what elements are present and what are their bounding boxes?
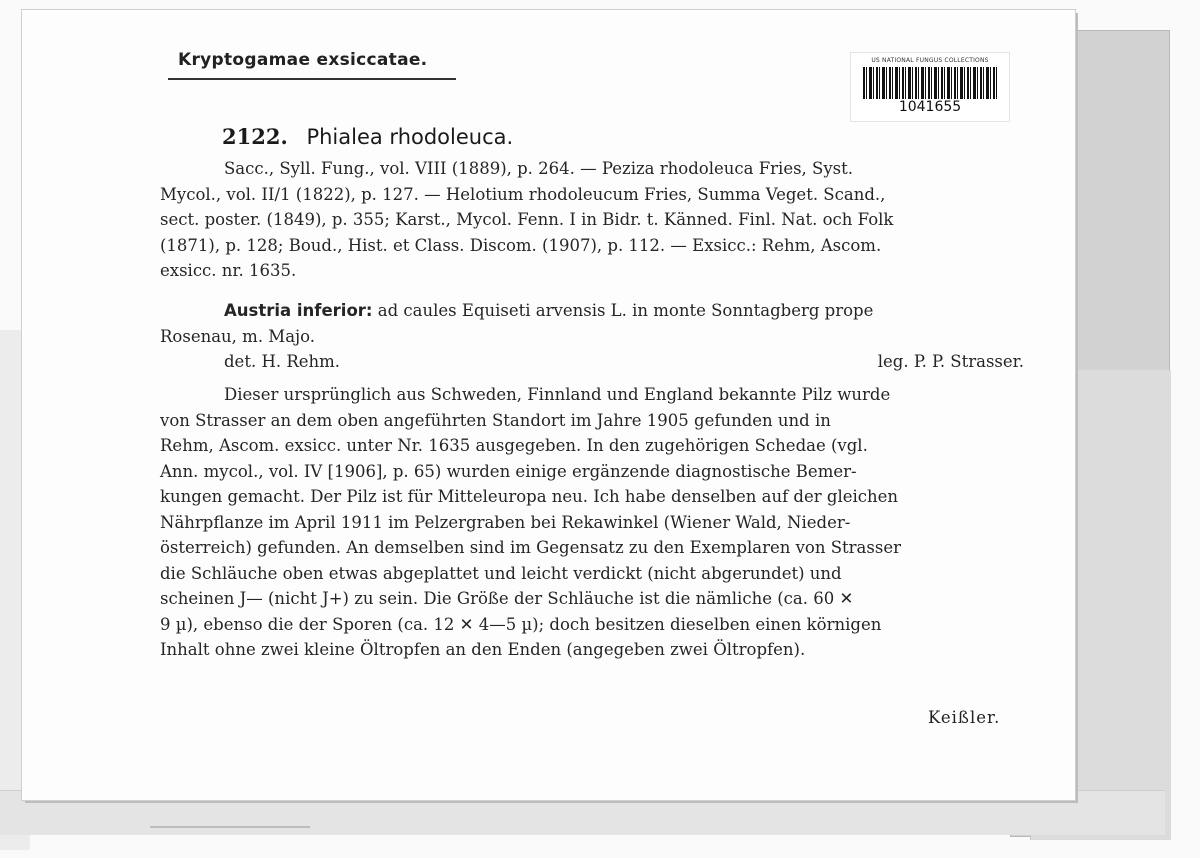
author-signature: Keißler. — [928, 708, 1001, 727]
references-block — [160, 156, 1040, 284]
note-line: Dieser ursprünglich aus Schweden, Finnland und England bekannte Pilz wurde — [224, 385, 891, 404]
species-name: Phialea rhodoleuca. — [306, 125, 514, 149]
note-line: von Strasser an dem oben angeführten Standort im Jahre 1905 gefunden und in — [160, 410, 831, 430]
reference-line: Mycol., vol. II/1 (1822), p. 127. — Helotium rhodoleucum Fries, Summa Veget. Scand., — [160, 184, 886, 204]
collector: leg. P. P. Strasser. — [877, 352, 1024, 371]
barcode-icon — [863, 67, 997, 99]
note-line: Rehm, Ascom. exsicc. unter Nr. 1635 ausgegeben. In den zugehörigen Schedae (vgl. — [160, 436, 868, 455]
locality-block — [160, 298, 1040, 375]
note-line: kungen gemacht. Der Pilz ist für Mitteleuropa neu. Ich habe denselben auf der gleichen — [160, 487, 899, 506]
note-line: Inhalt ohne zwei kleine Öltropfen an den Enden (angegeben zwei Öltropfen). — [160, 640, 806, 659]
note-line: 9 µ), ebenso die der Sporen (ca. 12 ✕ 4—5 µ); doch besitzen dieselben einen körnigen — [160, 614, 882, 634]
note-line: scheinen J— (nicht J+) zu sein. Die Größe der Schläuche ist die nämliche (ca. 60 ✕ — [160, 589, 854, 608]
species-heading — [222, 124, 513, 149]
note-line: österreich) gefunden. An demselben sind im Gegensatz zu den Exemplaren von Strasser — [160, 538, 901, 557]
note-line: Nährpflanze im April 1911 im Pelzergraben bei Rekawinkel (Wiener Wald, Nieder- — [160, 512, 851, 532]
locality-label: Austria inferior: — [224, 301, 373, 320]
barcode-sticker — [850, 52, 1010, 122]
barcode-caption: US NATIONAL FUNGUS COLLECTIONS — [871, 57, 989, 64]
reference-line: (1871), p. 128; Boud., Hist. et Class. Discom. (1907), p. 112. — Exsicc.: Rehm, Ascom. — [160, 235, 882, 255]
reference-line: Sacc., Syll. Fung., vol. VIII (1889), p. 264. — Peziza rhodoleuca Fries, Syst. — [224, 159, 854, 178]
reference-line: exsicc. nr. 1635. — [160, 261, 297, 280]
det-leg-line — [160, 349, 1040, 375]
barcode-number: 1041655 — [898, 99, 962, 115]
series-title: Kryptogamae exsiccatae. — [178, 50, 428, 70]
paper-crease — [150, 826, 310, 828]
locality-line-2: Rosenau, m. Majo. — [160, 326, 316, 346]
note-line: die Schläuche oben etwas abgeplattet und leicht verdickt (nicht abgerundet) und — [160, 563, 842, 583]
series-title-underline — [168, 78, 456, 80]
note-line: Ann. mycol., vol. IV [1906], p. 65) wurden einige ergänzende diagnostische Bemer- — [160, 461, 857, 481]
locality-line — [160, 298, 1040, 324]
reference-line: sect. poster. (1849), p. 355; Karst., Mycol. Fenn. I in Bidr. t. Känned. Finl. Nat. och Folk — [160, 210, 894, 229]
determiner: det. H. Rehm. — [224, 352, 341, 371]
notes-block — [160, 382, 1040, 663]
locality-text: ad caules Equiseti arvensis L. in monte Sonntagberg prope — [372, 301, 874, 320]
exsiccata-number: 2122. — [222, 124, 288, 149]
